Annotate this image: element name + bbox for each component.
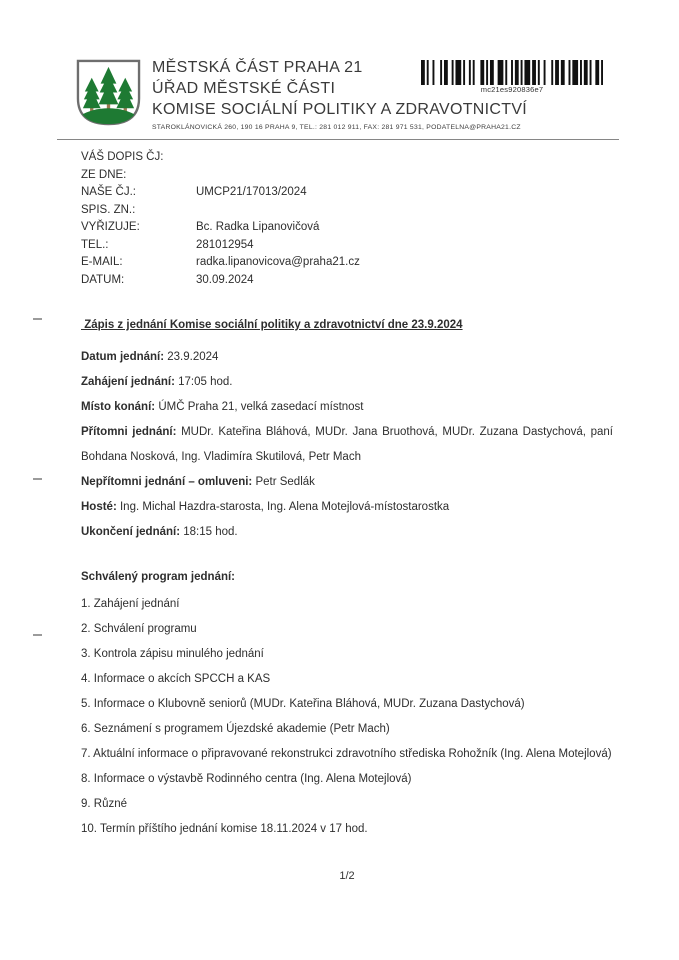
agenda-item-6: 6. Seznámení s programem Újezdské akademie (Petr Mach)	[81, 723, 390, 735]
detail-row-guests	[81, 495, 613, 520]
agenda-item-5: 5. Informace o Klubovně seniorů (MUDr. Kateřina Bláhová, MUDr. Zuzana Dastychová)	[81, 698, 525, 710]
detail-row-date	[81, 345, 613, 370]
org-name-line3: KOMISE SOCIÁLNÍ POLITIKY A ZDRAVOTNICTVÍ	[152, 101, 528, 118]
meta-label: DATUM:	[81, 273, 125, 286]
org-name-line2: ÚŘAD MĚSTSKÉ ČÁSTI	[152, 80, 336, 97]
page-number: 1/2	[339, 870, 355, 882]
meta-label: ZE DNE:	[81, 168, 127, 181]
agenda-heading: Schválený program jednání:	[81, 571, 236, 583]
meta-value: 30.09.2024	[196, 273, 254, 286]
agenda-item-1: 1. Zahájení jednání	[81, 598, 180, 610]
agenda-item-9: 9. Různé	[81, 798, 128, 810]
fold-mark	[33, 634, 42, 636]
agenda-item-3: 3. Kontrola zápisu minulého jednání	[81, 648, 264, 660]
detail-value: Petr Sedlák	[255, 476, 315, 488]
meta-label: TEL.:	[81, 238, 109, 251]
page-title: Zápis z jednání Komise sociální politiky a zdravotnictví dne 23.9.2024	[81, 319, 463, 331]
agenda-item-2: 2. Schválení programu	[81, 623, 197, 635]
meta-label: SPIS. ZN.:	[81, 203, 136, 216]
praha21-coat-of-arms-logo	[75, 59, 142, 128]
meta-value: Bc. Radka Lipanovičová	[196, 221, 320, 233]
detail-label: Ukončení jednání:	[81, 526, 181, 538]
meta-value: radka.lipanovicova@praha21.cz	[196, 256, 360, 268]
detail-value: ÚMČ Praha 21, velká zasedací místnost	[158, 401, 364, 413]
detail-value: 23.9.2024	[167, 351, 219, 363]
detail-label: Hosté:	[81, 501, 117, 513]
detail-row-absent	[81, 470, 613, 495]
meta-value: 281012954	[196, 238, 254, 251]
detail-label: Datum jednání:	[81, 351, 165, 363]
detail-label: Místo konání:	[81, 401, 156, 413]
detail-row-present	[81, 420, 613, 470]
agenda-item-8: 8. Informace o výstavbě Rodinného centra (Ing. Alena Motejlová)	[81, 773, 412, 785]
header-divider-line	[57, 139, 619, 140]
meta-label: NAŠE ČJ.:	[81, 186, 136, 198]
shield-trees-icon	[75, 59, 142, 128]
detail-row-end	[81, 520, 613, 545]
detail-label: Zahájení jednání:	[81, 376, 175, 388]
detail-label: Přítomni jednání:	[81, 426, 177, 438]
detail-value: Ing. Michal Hazdra-starosta, Ing. Alena Motejlová-místostarostka	[119, 501, 450, 513]
agenda-item-7: 7. Aktuální informace o připravované rekonstrukci zdravotního střediska Rohožník (Ing. Alena Motejlová)	[81, 748, 612, 760]
detail-row-start	[81, 370, 613, 395]
meta-value	[196, 149, 360, 167]
meta-label: VÁŠ DOPIS ČJ:	[81, 151, 164, 163]
org-name-line1: MĚSTSKÁ ČÁST PRAHA 21	[152, 59, 363, 76]
detail-value: 17:05 hod.	[178, 376, 233, 388]
detail-label: Nepřítomni jednání – omluveni:	[81, 476, 253, 488]
meta-value	[196, 167, 360, 185]
fold-mark	[33, 318, 42, 320]
agenda-item-4: 4. Informace o akcích SPCCH a KAS	[81, 673, 271, 685]
meeting-details	[81, 345, 613, 545]
barcode-bars-icon	[421, 60, 603, 85]
barcode	[421, 60, 603, 94]
detail-value: 18:15 hod.	[183, 526, 238, 538]
meta-value	[196, 202, 360, 220]
org-address-line: STAROKLÁNOVICKÁ 260, 190 16 PRAHA 9, TEL.: 281 012 911, FAX: 281 971 531, PODATELNA@PRAHA21.CZ	[152, 124, 521, 131]
reference-block	[81, 149, 360, 289]
detail-row-place	[81, 395, 613, 420]
meta-value: UMCP21/17013/2024	[196, 186, 307, 198]
meta-label: E-MAIL:	[81, 256, 123, 268]
approved-agenda	[81, 565, 613, 844]
meta-label: VYŘIZUJE:	[81, 221, 140, 233]
detail-value: MUDr. Kateřina Bláhová, MUDr. Jana Bruothová, MUDr. Zuzana Dastychová, paní Bohdana Nosková, Ing. Vladimíra Skutilová, Petr Mach	[81, 426, 614, 463]
fold-mark	[33, 478, 42, 480]
barcode-label: mc21es920836e7	[480, 85, 544, 94]
agenda-item-10: 10. Termín příštího jednání komise 18.11.2024 v 17 hod.	[81, 823, 368, 835]
